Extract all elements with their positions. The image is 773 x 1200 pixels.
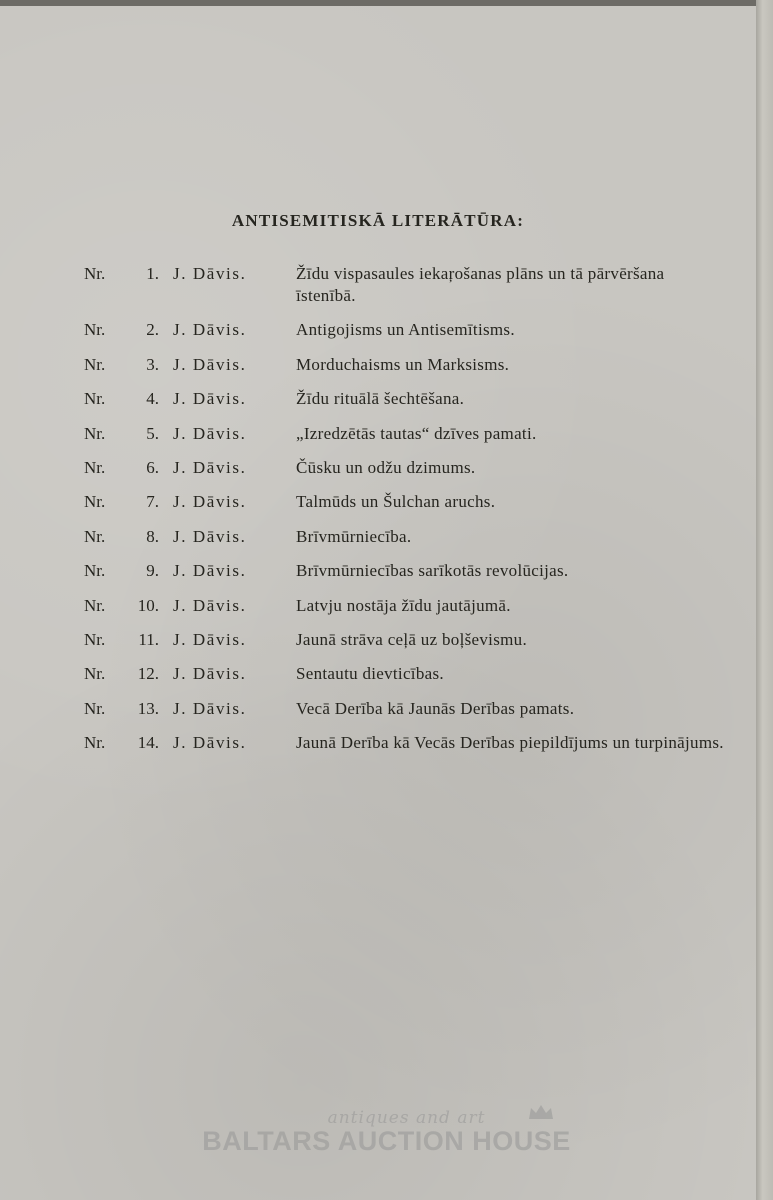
entry-title: Žīdu rituālā šechtēšana. bbox=[296, 389, 465, 409]
list-item bbox=[84, 698, 724, 720]
entry-author: J. Dāvis. bbox=[173, 457, 247, 477]
entry-number: 6. bbox=[146, 457, 159, 477]
entry-title: Čūsku un odžu dzimums. bbox=[296, 457, 476, 477]
entry-author: J. Dāvis. bbox=[173, 264, 247, 283]
entry-author: J. Dāvis. bbox=[173, 561, 247, 581]
entry-nr-label: Nr. bbox=[84, 320, 106, 340]
entry-nr-label: Nr. bbox=[84, 492, 106, 512]
watermark-tagline: antiques and art bbox=[327, 1108, 486, 1128]
entry-author: J. Dāvis. bbox=[173, 526, 247, 546]
entry-number: 13. bbox=[137, 698, 159, 718]
list-item bbox=[84, 491, 724, 513]
entry-number: 9. bbox=[146, 561, 159, 581]
list-item bbox=[84, 560, 724, 582]
entry-number: 1. bbox=[146, 264, 159, 283]
watermark-brand: BALTARS AUCTION HOUSE bbox=[202, 1126, 571, 1156]
entry-number: 7. bbox=[146, 492, 159, 512]
entry-number: 3. bbox=[146, 354, 159, 374]
entry-nr-label: Nr. bbox=[84, 354, 106, 374]
entry-nr-label: Nr. bbox=[84, 733, 106, 753]
list-item bbox=[84, 263, 724, 307]
entry-number: 2. bbox=[146, 320, 159, 340]
auction-watermark bbox=[0, 1108, 773, 1157]
entry-number: 10. bbox=[137, 595, 159, 615]
list-item bbox=[84, 319, 724, 341]
entry-nr-label: Nr. bbox=[84, 526, 106, 546]
list-item bbox=[84, 663, 724, 685]
entry-title: Talmūds un Šulchan aruchs. bbox=[296, 492, 496, 512]
page-heading: ANTISEMITISKĀ LITERĀTŪRA: bbox=[231, 211, 525, 230]
book-page bbox=[0, 6, 756, 1200]
entry-author: J. Dāvis. bbox=[173, 389, 247, 409]
entry-author: J. Dāvis. bbox=[173, 595, 247, 615]
entry-nr-label: Nr. bbox=[84, 264, 106, 283]
entry-nr-label: Nr. bbox=[84, 423, 106, 443]
entry-title: Jaunā Derība kā Vecās Derības piepildījums un turpinājums. bbox=[296, 733, 724, 753]
entry-nr-label: Nr. bbox=[84, 664, 106, 684]
entry-nr-label: Nr. bbox=[84, 595, 106, 615]
entry-title: Sentautu dievticības. bbox=[296, 664, 444, 684]
entry-number: 8. bbox=[146, 526, 159, 546]
entry-title: Vecā Derība kā Jaunās Derības pamats. bbox=[296, 698, 575, 718]
entry-title: Jaunā strāva ceļā uz boļševismu. bbox=[296, 629, 527, 649]
entry-author: J. Dāvis. bbox=[173, 629, 247, 649]
entry-nr-label: Nr. bbox=[84, 698, 106, 718]
list-item bbox=[84, 629, 724, 651]
entry-title: Morduchaisms un Marksisms. bbox=[296, 354, 510, 374]
entry-number: 12. bbox=[137, 664, 159, 684]
entry-author: J. Dāvis. bbox=[173, 733, 247, 753]
list-item bbox=[84, 526, 724, 548]
list-item bbox=[84, 457, 724, 479]
entry-author: J. Dāvis. bbox=[173, 354, 247, 374]
entry-nr-label: Nr. bbox=[84, 561, 106, 581]
list-item bbox=[84, 595, 724, 617]
entry-author: J. Dāvis. bbox=[173, 492, 247, 512]
entry-nr-label: Nr. bbox=[84, 389, 106, 409]
entry-number: 14. bbox=[137, 733, 159, 753]
entry-number: 4. bbox=[146, 389, 159, 409]
list-item bbox=[84, 388, 724, 410]
entry-author: J. Dāvis. bbox=[173, 698, 247, 718]
entry-title: „Izredzētās tautas“ dzīves pamati. bbox=[296, 423, 537, 443]
list-item bbox=[84, 732, 724, 754]
entry-author: J. Dāvis. bbox=[173, 320, 247, 340]
entry-title: Brīvmūrniecības sarīkotās revolūcijas. bbox=[296, 561, 569, 581]
entry-author: J. Dāvis. bbox=[173, 664, 247, 684]
entry-number: 5. bbox=[146, 423, 159, 443]
list-item bbox=[84, 354, 724, 376]
entry-title: Žīdu vispasaules iekaŗošanas plāns un tā pārvēršana īstenībā. bbox=[296, 264, 665, 305]
entry-author: J. Dāvis. bbox=[173, 423, 247, 443]
entry-number: 11. bbox=[138, 629, 159, 649]
entry-nr-label: Nr. bbox=[84, 629, 106, 649]
entry-title: Antigojisms un Antisemītisms. bbox=[296, 320, 515, 340]
entry-title: Brīvmūrniecība. bbox=[296, 526, 412, 546]
literature-list bbox=[84, 263, 724, 766]
page-edge bbox=[756, 0, 773, 1200]
entry-nr-label: Nr. bbox=[84, 457, 106, 477]
list-item bbox=[84, 423, 724, 445]
entry-title: Latvju nostāja žīdu jautājumā. bbox=[296, 595, 511, 615]
